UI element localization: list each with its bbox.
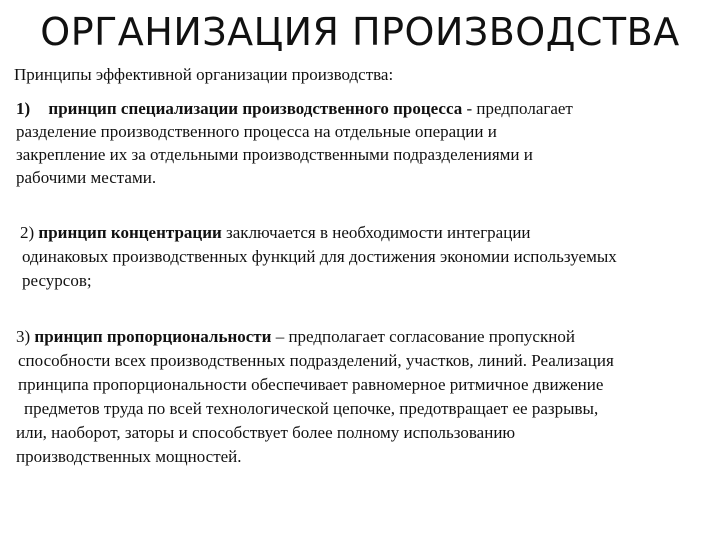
principle-2-text-line: заключается в необходимости интеграции — [221, 223, 531, 242]
principle-2-number: 2) — [20, 223, 35, 242]
principle-2-text-line: ресурсов; — [22, 271, 92, 290]
principle-3-text-line: способности всех производственных подразделений, участков, линий. Реализация — [18, 351, 614, 370]
principle-1-name: принцип специализации производственного процесса — [48, 99, 463, 118]
principle-2-text-line: одинаковых производственных функций для достижения экономии используемых — [22, 247, 617, 266]
principle-1-text-line: рабочими местами. — [16, 168, 157, 187]
principle-3-number: 3) — [16, 327, 31, 346]
principle-3-first-line — [16, 326, 575, 348]
principle-1-text-line: разделение производственного процесса на отдельные операции и — [16, 122, 497, 141]
principle-3-text-line: или, наоборот, заторы и способствует более полному использованию — [16, 423, 516, 442]
principle-3-text-line: производственных мощностей. — [16, 447, 242, 466]
principle-2-first-line — [20, 222, 531, 244]
principle-1-first-line — [16, 98, 573, 120]
principle-1-number: 1) — [16, 99, 31, 118]
principle-1-text-line: закрепление их за отдельными производственными подразделениями и — [16, 145, 533, 164]
principle-1-text-line: - предполагает — [462, 99, 573, 118]
principle-3-text-line: – предполагает согласование пропускной — [271, 327, 575, 346]
intro-text: Принципы эффективной организации производства: — [14, 65, 394, 84]
principle-3-name: принцип пропорциональности — [34, 327, 272, 346]
principle-3-text-line: принципа пропорциональности обеспечивает равномерное ритмичное движение — [18, 375, 604, 394]
principle-2-name: принцип концентрации — [38, 223, 222, 242]
principle-3-text-line: предметов труда по всей технологической цепочке, предотвращает ее разрывы, — [24, 399, 599, 418]
page-title: ОРГАНИЗАЦИЯ ПРОИЗВОДСТВА — [40, 10, 680, 54]
